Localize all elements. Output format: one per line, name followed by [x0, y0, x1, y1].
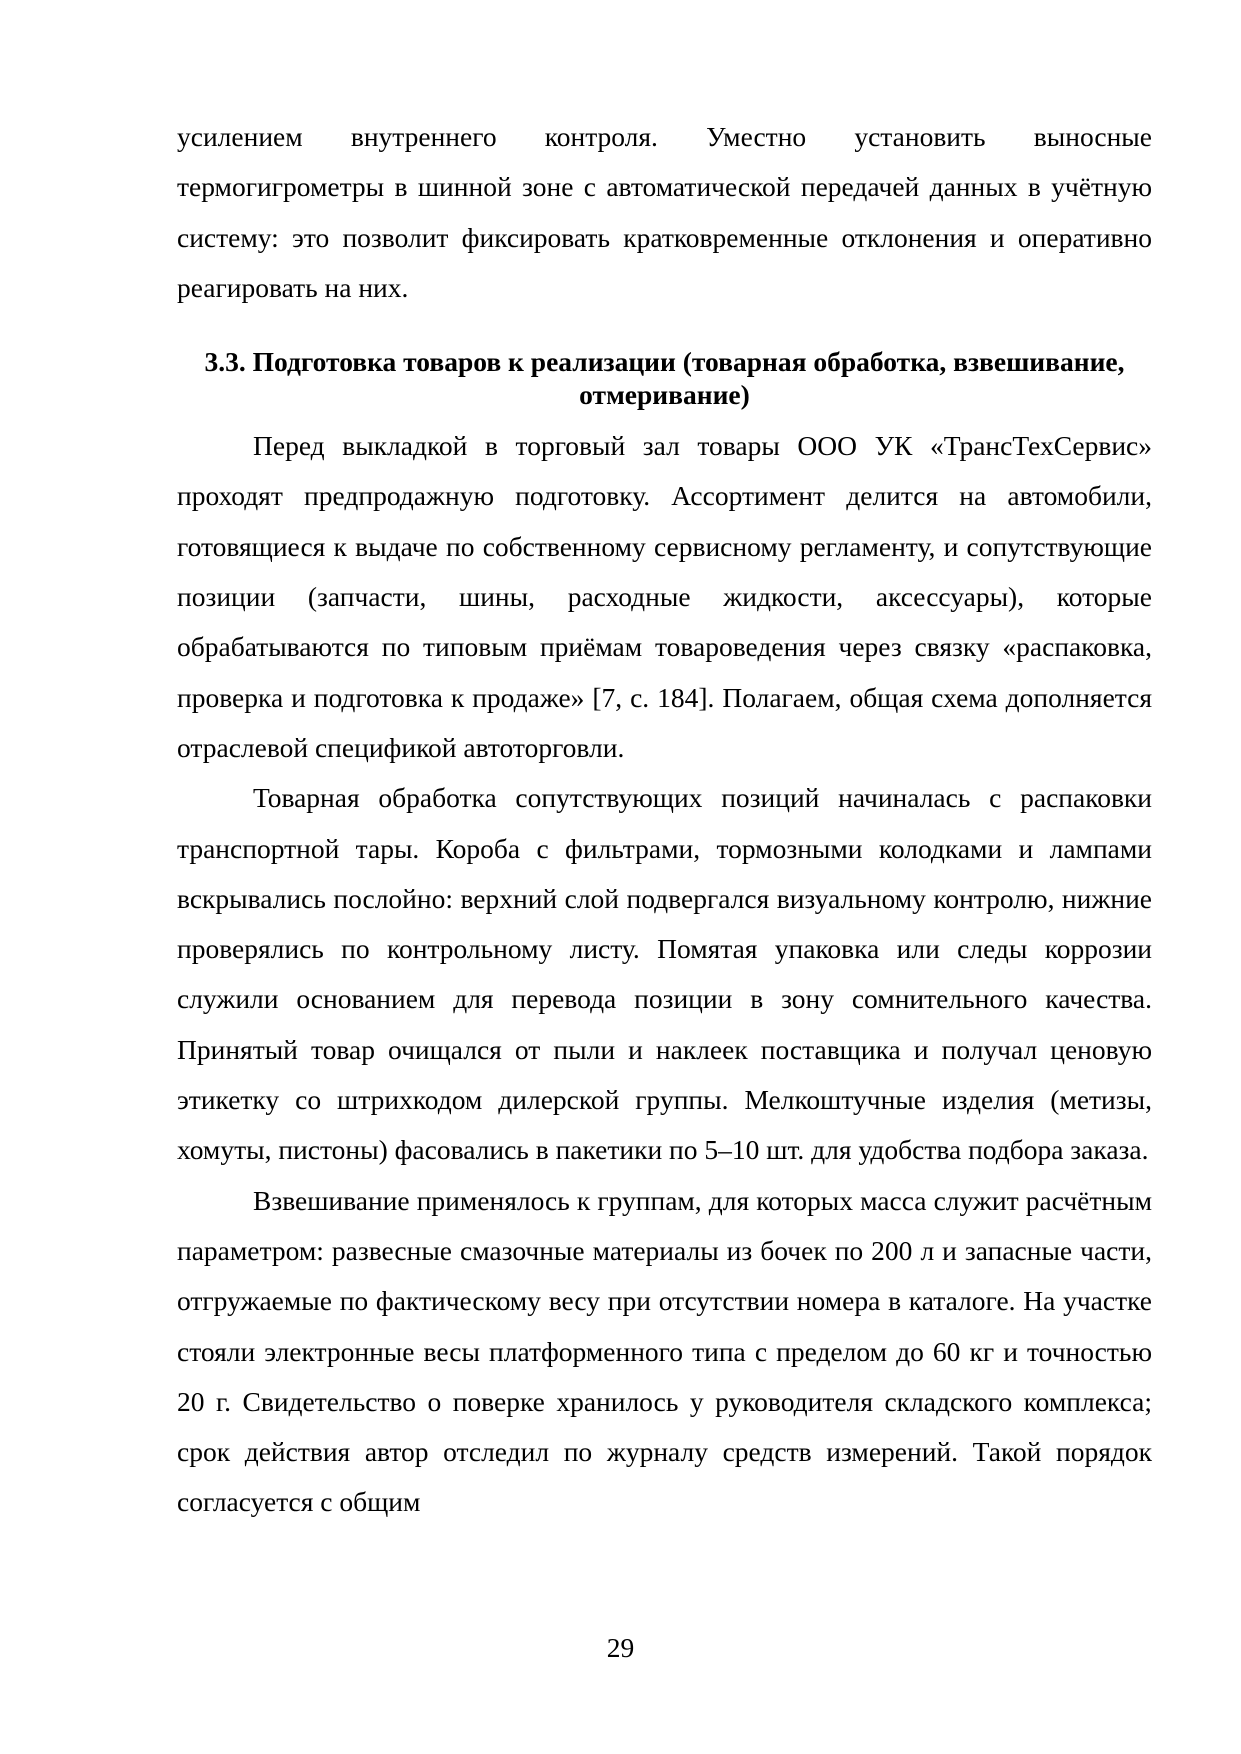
page-number: 29	[606, 1632, 635, 1663]
document-page	[177, 112, 1152, 1528]
paragraph-continuation: усилением внутреннего контроля. Уместно установить выносные термогигрометры в шинной зоне с автоматической передачей данных в учётную систему: это позволит фиксировать кратковременные отклонения и оперативно реагировать на них.	[177, 121, 1152, 303]
section-heading: 3.3. Подготовка товаров к реализации (товарная обработка, взвешивание, отмеривание)	[204, 346, 1125, 411]
paragraph-intro: Перед выкладкой в торговый зал товары ООО УК «ТрансТехСервис» проходят предпродажную подготовку. Ассортимент делится на автомобили, готовящиеся к выдаче по собственному сервисному регламенту, и сопутствующие позиции (запчасти, шины, расходные жидкости, аксессуары), которые обрабатываются по типовым приёмам товароведения через связку «распаковка, проверка и подготовка к продаже» [7, с. 184]. Полагаем, общая схема дополняется отраслевой спецификой автоторговли.	[177, 430, 1152, 763]
paragraph-processing: Товарная обработка сопутствующих позиций начиналась с распаковки транспортной тары. Короба с фильтрами, тормозными колодками и лампами вскрывались послойно: верхний слой подвергался визуальному контролю, нижние проверялись по контрольному листу. Помятая упаковка или следы коррозии служили основанием для перевода позиции в зону сомнительного качества. Принятый товар очищался от пыли и наклеек поставщика и получал ценовую этикетку со штрихкодом дилерской группы. Мелкоштучные изделия (метизы, хомуты, пистоны) фасовались в пакетики по 5–10 шт. для удобства подбора заказа.	[177, 782, 1152, 1166]
paragraph-weighing: Взвешивание применялось к группам, для которых масса служит расчётным параметром: развесные смазочные материалы из бочек по 200 л и запасные части, отгружаемые по фактическому весу при отсутствии номера в каталоге. На участке стояли электронные весы платформенного типа с пределом до 60 кг и точностью 20 г. Свидетельство о поверке хранилось у руководителя складского комплекса; срок действия автор отследил по журналу средств измерений. Такой порядок согласуется с общим	[177, 1184, 1152, 1518]
